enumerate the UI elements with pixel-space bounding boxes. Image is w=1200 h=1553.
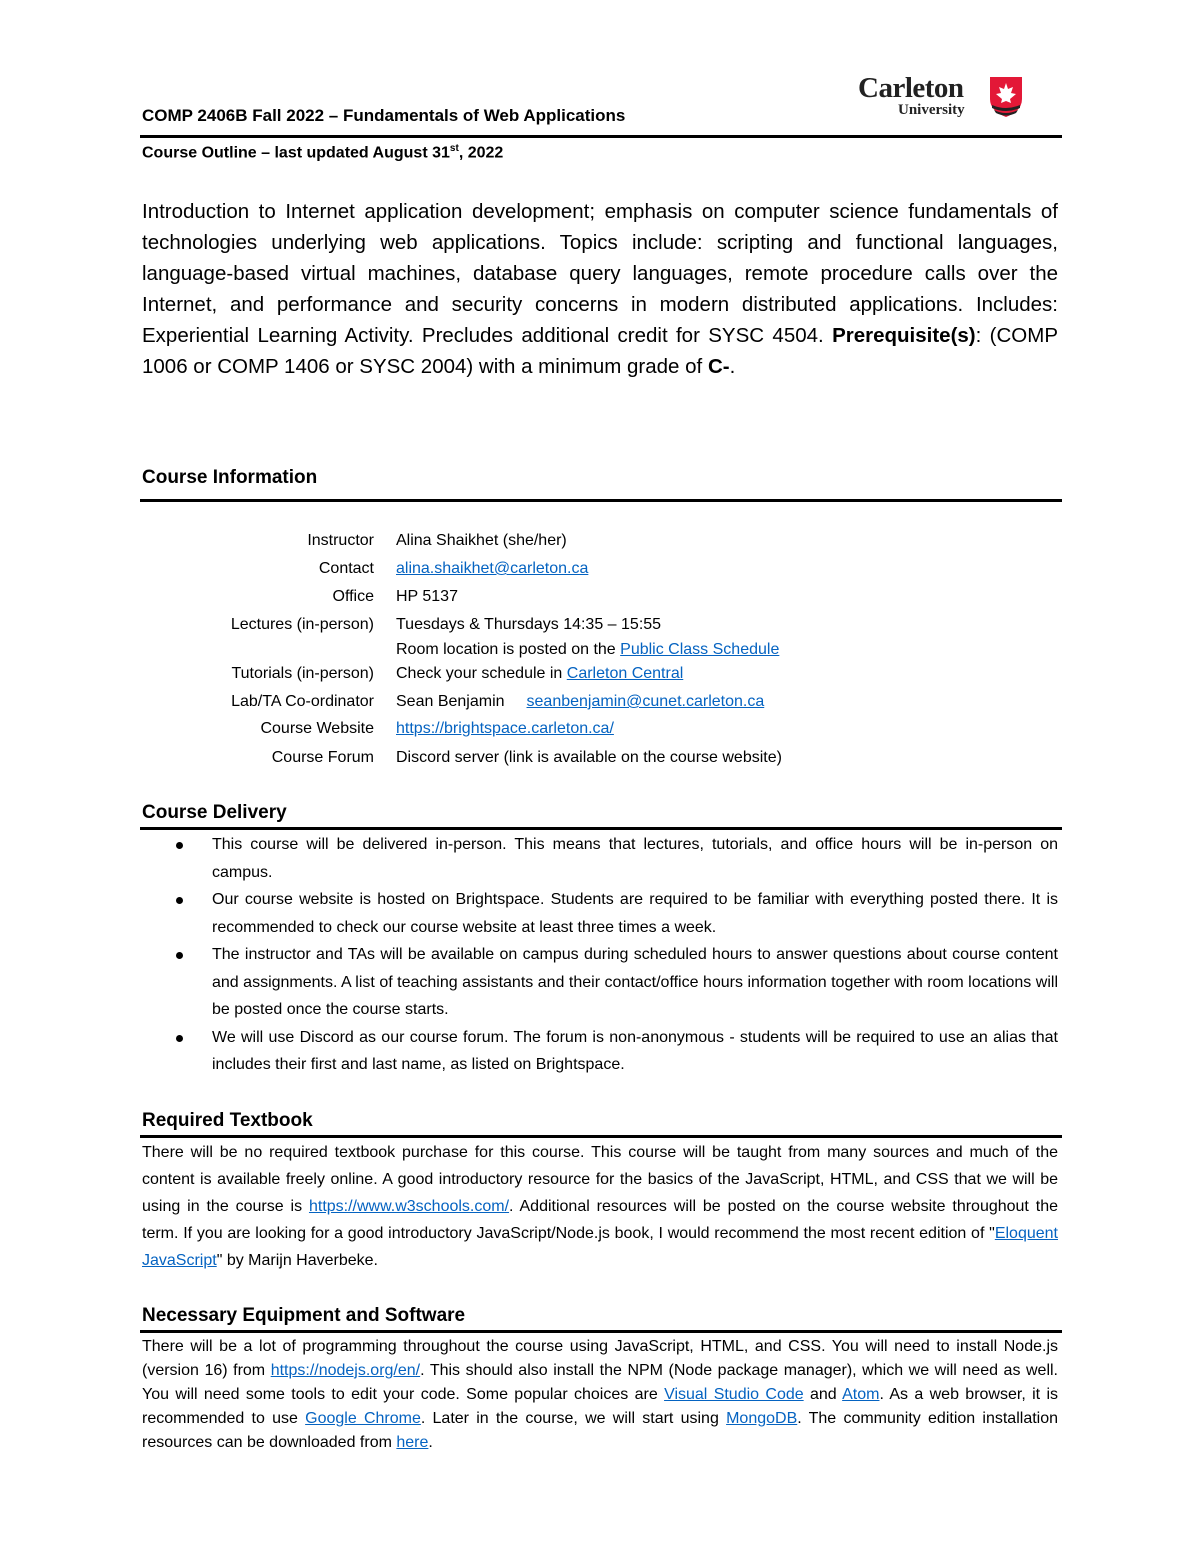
outline-updated: Course Outline – last updated August 31st, 2022 xyxy=(142,143,504,162)
public-class-schedule-link[interactable]: Public Class Schedule xyxy=(620,641,780,658)
textbook-paragraph: There will be no required textbook purchase for this course. This course will be taught from many sources and much of the content is available freely online. A good introductory resource for the basics of the JavaScript, HTML, and CSS that we will be using in the course is https://www.w3schools.com/. Additional resources will be posted on the course website throughout the term. If you are looking for a good introductory JavaScript/Node.js book, I would recommend the most recent edition of "Eloquent JavaScript" by Marijn Haverbeke. xyxy=(142,1144,1059,1269)
equipment-paragraph: There will be a lot of programming throughout the course using JavaScript, HTML, and CSS. You will need to install Node.js (version 16) from https://nodejs.org/en/. This should also install the NPM (Node package manager), which we will need as well. You will need some tools to edit your code. Some popular choices are Visual Studio Code and Atom. As a web browser, it is recommended to use Google Chrome. Later in the course, we will start using MongoDB. The community edition installation resources can be downloaded from here. xyxy=(142,1338,1059,1451)
shield-icon xyxy=(988,75,1024,119)
list-item: Our course website is hosted on Brightspace. Students are required to be familiar with everything posted there. It is recommended to check our course website at least three times a week. xyxy=(142,886,1058,941)
section-divider xyxy=(140,1135,1062,1138)
download-here-link[interactable]: here xyxy=(396,1434,429,1451)
info-row-room: Room location is posted on the Public Class Schedule xyxy=(396,641,780,658)
section-divider xyxy=(140,827,1062,830)
course-website-link[interactable]: https://brightspace.carleton.ca/ xyxy=(396,720,614,737)
course-information-heading: Course Information xyxy=(142,467,318,488)
list-item: This course will be delivered in-person. This means that lectures, tutorials, and office hours will be in-person on campus. xyxy=(142,831,1058,886)
course-delivery-heading: Course Delivery xyxy=(142,802,287,823)
list-item: We will use Discord as our course forum. The forum is non-anonymous - students will be required to use an alias that includes their first and last name, as listed on Brightspace. xyxy=(142,1024,1058,1079)
info-row-lab-coordinator: Lab/TA Co-ordinator Sean Benjamin seanbenjamin@cunet.carleton.ca xyxy=(231,693,765,710)
info-row-website: Course Website https://brightspace.carleton.ca/ xyxy=(260,720,614,737)
university-logo xyxy=(858,72,1028,122)
mongodb-link[interactable]: MongoDB xyxy=(726,1410,798,1427)
carleton-central-link[interactable]: Carleton Central xyxy=(566,665,684,682)
instructor-email-link[interactable]: alina.shaikhet@carleton.ca xyxy=(396,560,589,577)
info-row-lectures: Lectures (in-person) Tuesdays & Thursdays 14:35 – 15:55 xyxy=(230,616,662,633)
google-chrome-link[interactable]: Google Chrome xyxy=(305,1410,421,1427)
prerequisite-label: Prerequisite(s) xyxy=(832,324,976,347)
required-textbook-heading: Required Textbook xyxy=(142,1110,313,1131)
course-description: Introduction to Internet application development; emphasis on computer science fundamentals of technologies underlying web applications. Topics include: scripting and functional languages, language-based virtual machines, database query languages, remote procedure calls over the Internet, and performance and security concerns in modern distributed applications. Includes: Experiential Learning Activity. Precludes additional credit for SYSC 4504. Prerequisite(s): (COMP 1006 or COMP 1406 or SYSC 2004) with a minimum grade of C-. xyxy=(142,200,1059,378)
section-divider xyxy=(140,499,1062,502)
logo-subtitle: University xyxy=(898,102,965,118)
eloquent-javascript-link[interactable]: Eloquent JavaScript xyxy=(142,1225,1058,1269)
w3schools-link[interactable]: https://www.w3schools.com/ xyxy=(308,1198,510,1215)
info-row-forum: Course Forum Discord server (link is available on the course website) xyxy=(271,749,782,766)
visual-studio-code-link[interactable]: Visual Studio Code xyxy=(664,1386,804,1403)
info-row-contact: Contact alina.shaikhet@carleton.ca xyxy=(318,560,589,577)
delivery-list xyxy=(142,831,1058,1079)
logo-wordmark: Carleton xyxy=(858,72,964,104)
info-row-office: Office HP 5137 xyxy=(332,588,458,605)
list-item: The instructor and TAs will be available on campus during scheduled hours to answer questions about course content and assignments. A list of teaching assistants and their contact/office hours information together with room locations will be posted once the course starts. xyxy=(142,941,1058,1024)
minimum-grade: C- xyxy=(707,355,730,378)
ta-coordinator-email-link[interactable]: seanbenjamin@cunet.carleton.ca xyxy=(526,693,765,710)
info-row-tutorials: Tutorials (in-person) Check your schedule in Carleton Central xyxy=(231,665,684,682)
info-row-instructor: Instructor Alina Shaikhet (she/her) xyxy=(307,532,567,549)
course-title: COMP 2406B Fall 2022 – Fundamentals of Web Applications xyxy=(142,106,626,125)
header-divider xyxy=(140,135,1062,138)
equipment-software-heading: Necessary Equipment and Software xyxy=(142,1305,466,1326)
nodejs-link[interactable]: https://nodejs.org/en/ xyxy=(270,1362,421,1379)
section-divider xyxy=(140,1330,1062,1333)
atom-link[interactable]: Atom xyxy=(842,1386,880,1403)
